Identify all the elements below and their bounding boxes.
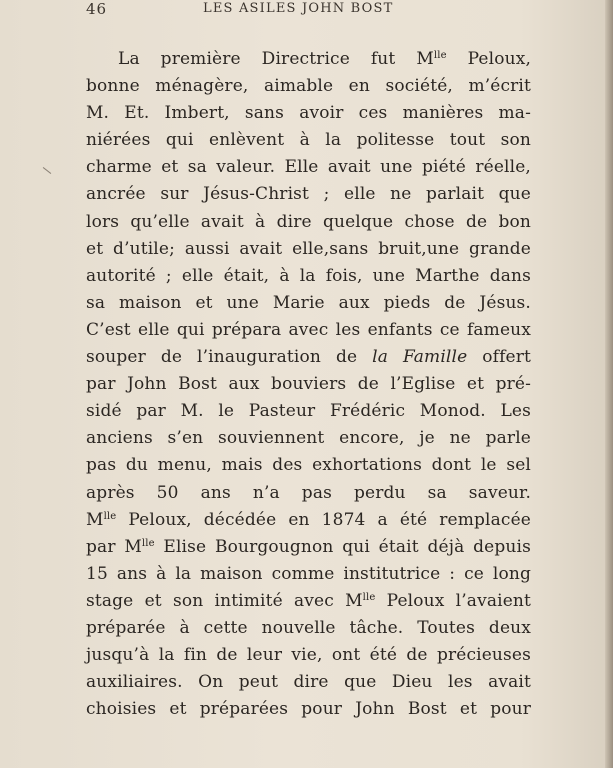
text-line: sidé par M. le Pasteur Frédéric Monod. Les (86, 401, 531, 422)
text-line: anciens s’en souviennent encore, je ne parle (86, 428, 531, 449)
page-spine-edge (605, 0, 613, 768)
text-line: sa maison et une Marie aux pieds de Jésus. (86, 292, 531, 313)
text-line: préparée à cette nouvelle tâche. Toutes deux (86, 617, 531, 638)
text-line: et d’utile; aussi avait elle,sans bruit,une grande (86, 238, 531, 259)
page-number: 46 (86, 0, 108, 18)
text-line: ancrée sur Jésus-Christ ; elle ne parlait que (86, 184, 531, 205)
text-line: autorité ; elle était, à la fois, une Marthe dans (86, 265, 531, 286)
text-line: après 50 ans n’a pas perdu sa saveur. (86, 482, 531, 503)
text-line: 15 ans à la maison comme institutrice : ce long (86, 563, 531, 584)
text-line: stage et son intimité avec $M^{lle}$ Peloux l’avaient (86, 590, 532, 611)
text-line: charme et sa valeur. Elle avait une piété réelle, (86, 157, 531, 178)
body-text (86, 46, 531, 723)
text-line: choisies et préparées pour John Bost et pour (86, 699, 531, 720)
text-line: niérées qui enlèvent à la politesse tout son (86, 130, 531, 151)
text-line: La première Directrice fut $M^{lle}$ Peloux, (118, 49, 531, 69)
text-line: bonne ménagère, aimable en société, m’écrit (86, 76, 531, 97)
text-line: par John Bost aux bouviers de l’Eglise et pré- (86, 374, 531, 395)
text-line: lors qu’elle avait à dire quelque chose de bon (86, 211, 531, 232)
running-title: LES ASILES JOHN BOST (203, 1, 394, 16)
page-header (86, 0, 531, 20)
margin-mark (43, 167, 51, 174)
text-line: $M^{lle}$ Peloux, décédée en 1874 a été remplacée (86, 509, 531, 530)
text-line: par $M^{lle}$ Elise Bourgougnon qui était déjà depuis (86, 536, 531, 557)
text-line: C’est elle qui prépara avec les enfants ce fameux (86, 319, 531, 340)
text-line: M. Et. Imbert, sans avoir ces manières ma- (86, 103, 531, 124)
italic-title: la Famille (372, 347, 468, 368)
text-line: jusqu’à la fin de leur vie, ont été de précieuses (86, 645, 531, 666)
text-line: auxiliaires. On peut dire que Dieu les avait (86, 672, 531, 693)
text-line: souper de l’inauguration de la Famille offert (86, 347, 531, 368)
text-line: pas du menu, mais des exhortations dont le sel (86, 455, 531, 476)
